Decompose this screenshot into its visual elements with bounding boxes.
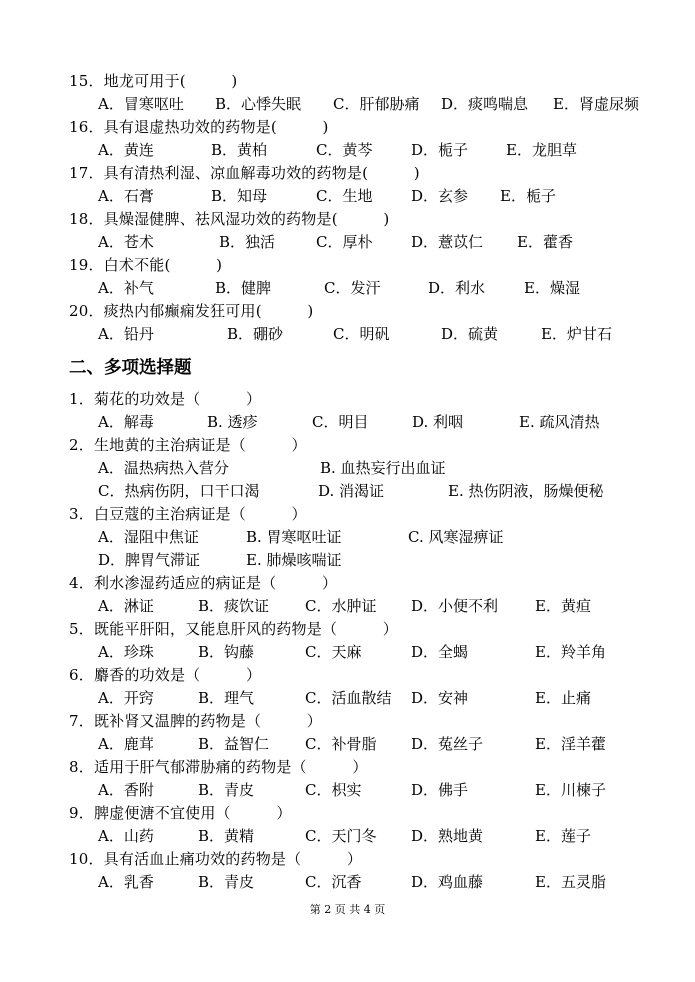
- option-e: E．龙胆草: [506, 141, 577, 159]
- option-a: A．乳香: [98, 873, 154, 891]
- option-e: E．栀子: [500, 187, 556, 205]
- question-7: 7．既补肾又温脾的药物是（ ）: [69, 712, 322, 730]
- option-b: B．钩藤: [198, 643, 255, 661]
- option-d: D．安神: [411, 689, 469, 707]
- option-a: A．黄连: [98, 141, 154, 159]
- question-8: 8．适用于肝气郁滞胁痛的药物是（ ）: [69, 758, 368, 776]
- option-d: D．小便不利: [411, 597, 499, 615]
- option-d: D．硫黄: [441, 325, 499, 343]
- option-e: E．羚羊角: [535, 643, 606, 661]
- option-c: C．热病伤阴，口干口渴: [98, 482, 260, 500]
- question-5: 5．既能平肝阳，又能息肝风的药物是（ ）: [69, 620, 398, 638]
- question-6: 6．麝香的功效是（ ）: [69, 666, 262, 684]
- question-9: 9．脾虚便溏不宜使用（ ）: [69, 804, 292, 822]
- option-b: B．硼砂: [227, 325, 284, 343]
- option-c: C. 风寒湿痹证: [408, 528, 504, 546]
- option-a: A．淋证: [98, 597, 154, 615]
- option-a: A．开窍: [98, 689, 154, 707]
- question-10: 10．具有活血止痛功效的药物是（ ）: [69, 850, 363, 868]
- option-c: C．水肿证: [305, 597, 377, 615]
- option-e: E．五灵脂: [535, 873, 606, 891]
- options-20: [0, 324, 620, 344]
- option-e: E．莲子: [535, 827, 591, 845]
- option-c: C．明矾: [333, 325, 390, 343]
- options-5: [0, 642, 620, 662]
- option-e: E．淫羊藿: [535, 735, 606, 753]
- options-4: [0, 596, 620, 616]
- option-e: E. 热伤阴液，肠燥便秘: [448, 482, 604, 500]
- option-a: A．铅丹: [98, 325, 154, 343]
- options-1: [0, 412, 620, 432]
- option-a: A．补气: [98, 279, 154, 297]
- question-19: 19．白术不能( ): [69, 256, 223, 274]
- option-b: B．益智仁: [198, 735, 270, 753]
- option-b: B．知母: [211, 187, 268, 205]
- option-a: A．石膏: [98, 187, 154, 205]
- option-b: B．黄柏: [211, 141, 268, 159]
- option-b: B. 胃寒呕吐证: [246, 528, 342, 546]
- option-d: D．鸡血藤: [411, 873, 484, 891]
- options-16: [0, 140, 620, 160]
- options-19: [0, 278, 620, 298]
- options-10: [0, 872, 620, 892]
- option-c: C．补骨脂: [305, 735, 377, 753]
- option-a: A．苍术: [98, 233, 154, 251]
- option-e: E．黄疸: [535, 597, 591, 615]
- section-title: 二、多项选择题: [69, 358, 192, 378]
- option-c: C．天门冬: [305, 827, 377, 845]
- option-d: D．熟地黄: [411, 827, 484, 845]
- option-e: E. 疏风清热: [519, 413, 600, 431]
- option-b: B．青皮: [198, 781, 255, 799]
- options-3-row1: [0, 527, 620, 547]
- options-7: [0, 734, 620, 754]
- option-b: B. 透疹: [207, 413, 258, 431]
- option-c: C．黄芩: [316, 141, 373, 159]
- option-d: D．痰鸣喘息: [441, 95, 529, 113]
- option-d: D．全蝎: [411, 643, 469, 661]
- option-b: B．青皮: [198, 873, 255, 891]
- question-17: 17．具有清热利湿、凉血解毒功效的药物是( ): [69, 164, 420, 182]
- option-b: B．健脾: [215, 279, 272, 297]
- options-15: [0, 94, 639, 114]
- page-number-footer: 第 2 页 共 4 页: [309, 903, 386, 916]
- option-b: B．痰饮证: [198, 597, 270, 615]
- option-a: A．湿阻中焦证: [98, 528, 199, 546]
- option-b: B．理气: [198, 689, 255, 707]
- option-e: E．藿香: [517, 233, 573, 251]
- option-e: E．止痛: [535, 689, 591, 707]
- options-3-row2: [0, 550, 620, 570]
- option-a: A．冒寒呕吐: [98, 95, 184, 113]
- options-2-row2: [0, 481, 620, 501]
- option-d: D．菟丝子: [411, 735, 484, 753]
- options-8: [0, 780, 620, 800]
- option-c: C．明目: [312, 413, 369, 431]
- options-2-row1: [0, 458, 620, 478]
- options-17: [0, 186, 620, 206]
- option-c: C．发汗: [324, 279, 381, 297]
- option-a: A．解毒: [98, 413, 154, 431]
- option-d: D. 消渴证: [318, 482, 385, 500]
- option-c: C．枳实: [305, 781, 362, 799]
- option-b: B．黄精: [198, 827, 255, 845]
- option-c: C．天麻: [305, 643, 362, 661]
- question-4: 4．利水渗湿药适应的病证是（ ）: [69, 574, 338, 592]
- option-c: C．活血散结: [305, 689, 392, 707]
- option-e: E．川楝子: [535, 781, 606, 799]
- option-d: D．利水: [428, 279, 486, 297]
- option-e: E．肾虚尿频: [553, 95, 639, 113]
- option-c: C．生地: [316, 187, 373, 205]
- question-15: 15．地龙可用于( ): [69, 72, 238, 90]
- option-d: D. 利咽: [412, 413, 464, 431]
- option-a: A．香附: [98, 781, 154, 799]
- option-e: E．炉甘石: [541, 325, 612, 343]
- option-e: E．燥湿: [524, 279, 580, 297]
- option-d: D．薏苡仁: [411, 233, 484, 251]
- question-3: 3．白豆蔻的主治病证是（ ）: [69, 505, 307, 523]
- option-d: D．玄参: [411, 187, 469, 205]
- option-a: A．鹿茸: [98, 735, 154, 753]
- option-b: B．独活: [219, 233, 276, 251]
- option-c: C．厚朴: [316, 233, 373, 251]
- option-d: D．佛手: [411, 781, 469, 799]
- options-9: [0, 826, 620, 846]
- question-1: 1．菊花的功效是（ ）: [69, 390, 262, 408]
- option-b: B. 血热妄行出血证: [320, 459, 446, 477]
- option-d: D．栀子: [411, 141, 469, 159]
- options-18: [0, 232, 620, 252]
- option-c: C．肝郁胁痛: [333, 95, 420, 113]
- question-2: 2．生地黄的主治病证是（ ）: [69, 436, 307, 454]
- option-a: A．温热病热入营分: [98, 459, 229, 477]
- option-b: B．心悸失眠: [215, 95, 302, 113]
- option-d: D．脾胃气滞证: [98, 551, 201, 569]
- options-6: [0, 688, 620, 708]
- question-18: 18．具燥湿健脾、祛风湿功效的药物是( ): [69, 210, 390, 228]
- option-c: C．沉香: [305, 873, 362, 891]
- option-a: A．山药: [98, 827, 154, 845]
- question-16: 16．具有退虚热功效的药物是( ): [69, 118, 329, 136]
- option-a: A．珍珠: [98, 643, 154, 661]
- option-e: E. 肺燥咳喘证: [246, 551, 342, 569]
- question-20: 20．痰热内郁癫痫发狂可用( ): [69, 302, 314, 320]
